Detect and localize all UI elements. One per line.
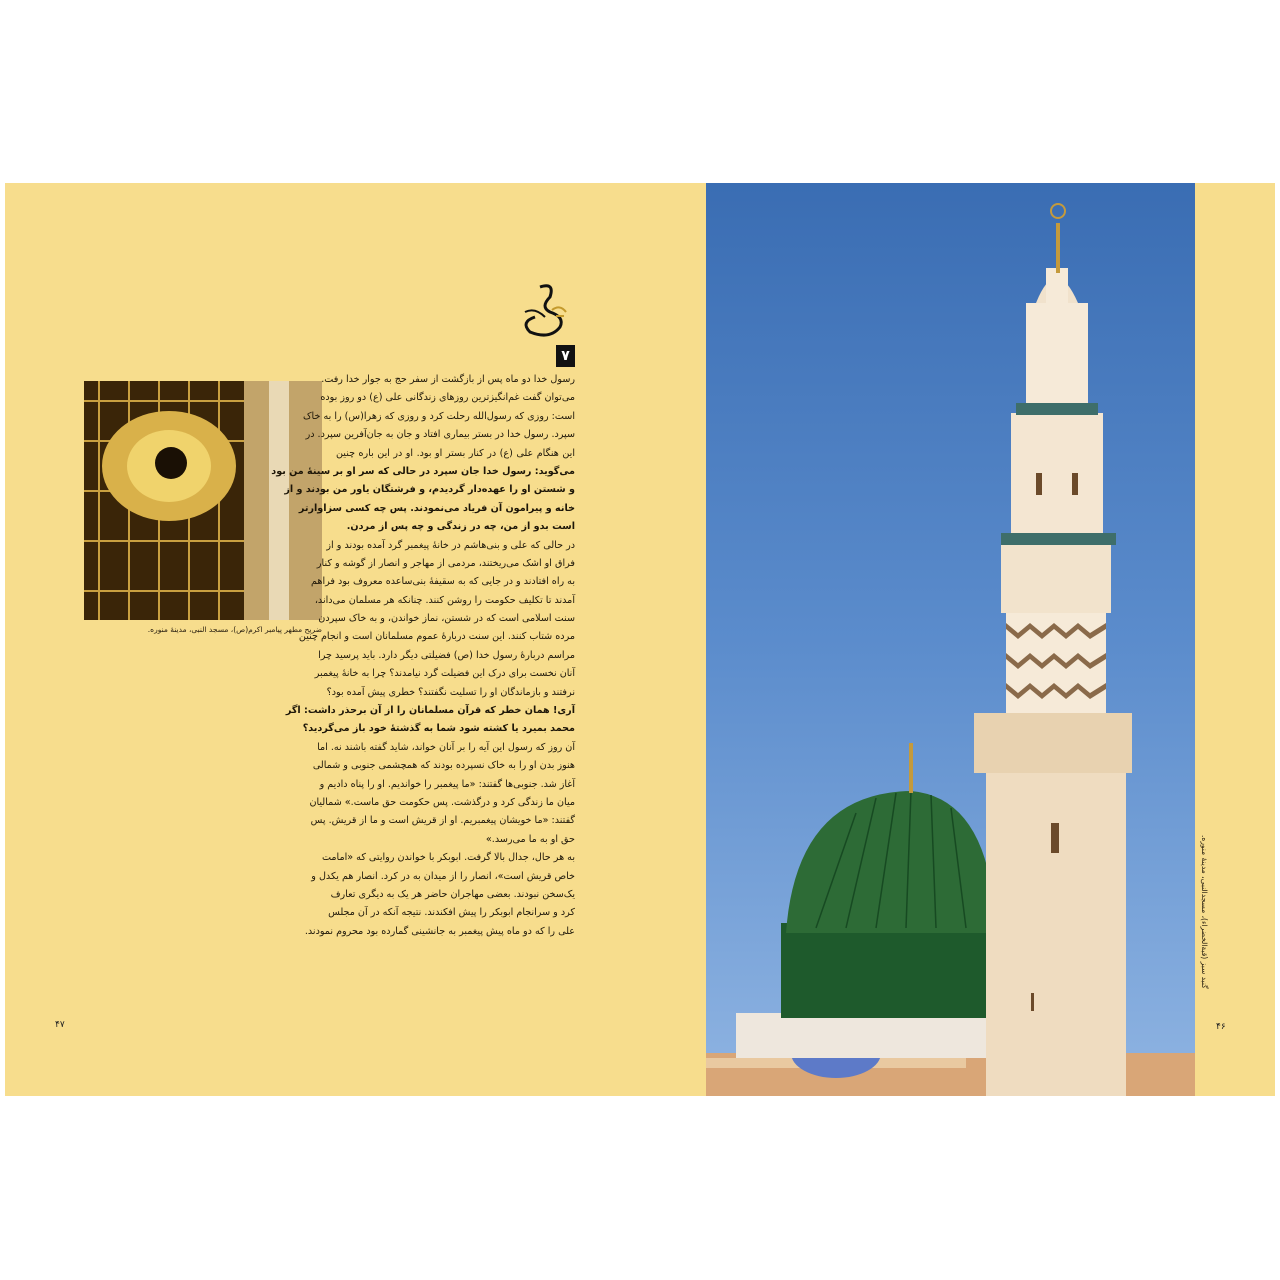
- text-line: حق او به ما می‌رسد.»: [485, 833, 575, 845]
- text-line: هنوز بدن او را به خاک نسپرده بودند که همچشمی جنوبی و شمالی: [312, 760, 575, 772]
- text-line: سپرد. رسول خدا در بستر بیماری افتاد و جان به جان‌آفرین سپرد. در: [305, 429, 575, 441]
- page-number-right: ۴۶: [1216, 1022, 1226, 1032]
- dome-photo-caption: گنبد سبز (قبة‌الخضراء)، مسجدالنبی، مدینهٔ منوره.: [1200, 835, 1209, 989]
- chapter-number: ۷: [556, 345, 575, 367]
- green-dome-minaret-photo: [706, 183, 1195, 1096]
- text-line: سنت اسلامی است که در شستن، نماز خواندن، و به خاک سپردن: [318, 613, 575, 625]
- text-line: مراسم دربارهٔ رسول خدا (ص) فضیلتی دیگر دارد. باید پرسید چرا: [318, 649, 575, 661]
- shrine-photo-caption: ضریح مطهر پیامبر اکرم(ص)، مسجد النبی، مدینهٔ منوره.: [147, 625, 322, 634]
- text-line: آغاز شد. جنوبی‌ها گفتند: «ما پیغمبر را خواندیم. او را پناه دادیم و: [319, 778, 575, 790]
- text-line: آنان نخست برای درک این فضیلت گرد نیامدند؟ چرا به خانهٔ پیغمبر: [314, 668, 575, 680]
- text-line: می‌توان گفت غم‌انگیزترین روزهای زندگانی علی (ع) دو روز بوده: [320, 392, 575, 404]
- text-line: فراق او اشک می‌ریختند، مردمی از مهاجر و انصار از گوشه و کنار: [316, 557, 575, 569]
- text-line: میان ما زندگی کرد و درگذشت. پس حکومت حق ماست.» شمالیان: [309, 796, 575, 808]
- text-line: و شستن او را عهده‌دار گردیدم، و فرشتگان یاور من بودند و از: [284, 484, 575, 496]
- text-line: علی را که دو ماه پیش پیغمبر به جانشینی گمارده بود محروم نمودند.: [304, 925, 575, 937]
- chapter-logo: [520, 282, 575, 342]
- text-line: نرفتند و بازماندگان او را تسلیت نگفتند؟ خطری پیش آمده بود؟: [326, 686, 575, 698]
- text-line: است بدو از من، چه در زندگی و چه پس از مردن.: [346, 521, 575, 533]
- text-line: به راه افتادند و در جایی که به سقیفهٔ بنی‌ساعده معروف بود فراهم: [311, 576, 575, 588]
- text-line: آن روز که رسول این آیه را بر آنان خواند، شاید گفته باشند نه. اما: [317, 741, 575, 753]
- page-number-left: ۴۷: [55, 1020, 65, 1030]
- text-line: آری! همان خطر که قرآن مسلمانان را از آن برحذر داشت: اگر: [285, 705, 575, 717]
- text-line: محمد بمیرد یا کشته شود شما به گذشتهٔ خود باز می‌گردید؟: [302, 723, 575, 735]
- text-line: خانه و پیرامون آن فریاد می‌نمودند. پس چه کسی سزاوارتر: [298, 502, 575, 514]
- text-line: است: روزی که رسول‌الله رحلت کرد و روزی که زهرا(س) را به خاک: [302, 410, 575, 422]
- body-text: [271, 371, 575, 941]
- prophet-shrine-photo: [84, 381, 322, 620]
- text-line: یک‌سخن نبودند. بعضی مهاجران حاضر هر یک به دیگری تعارف: [330, 888, 575, 900]
- text-line: خاص قریش است»، انصار را از میدان به در کرد. انصار هم یکدل و: [311, 870, 575, 882]
- text-line: می‌گوید: رسول خدا جان سپرد در حالی که سر او بر سینهٔ من بود: [271, 465, 575, 477]
- text-line: کرد و سرانجام ابوبکر را پیش افکندند. نتیجه آنکه در آن مجلس: [328, 907, 575, 919]
- text-line: این هنگام علی (ع) در کنار بستر او بود. او در این باره چنین: [336, 447, 575, 459]
- text-line: رسول خدا دو ماه پس از بازگشت از سفر حج به جوار خدا رفت.: [321, 374, 575, 385]
- text-line: گفتند: «ما خویشان پیغمبریم. او از قریش است و ما از قریش. پس: [310, 815, 575, 827]
- text-line: مرده شتاب کنند. این سنت دربارهٔ عموم مسلمانان است و انجام چنین: [298, 631, 575, 643]
- text-line: آمدند تا تکلیف حکومت را روشن کنند. چنانکه هر مسلمان می‌داند،: [314, 594, 575, 606]
- text-line: در حالی که علی و بنی‌هاشم در خانهٔ پیغمبر گرد آمده بودند و از: [326, 539, 575, 551]
- text-line: به هر حال، جدال بالا گرفت. ابوبکر با خواندن روایتی که «امامت: [321, 852, 575, 864]
